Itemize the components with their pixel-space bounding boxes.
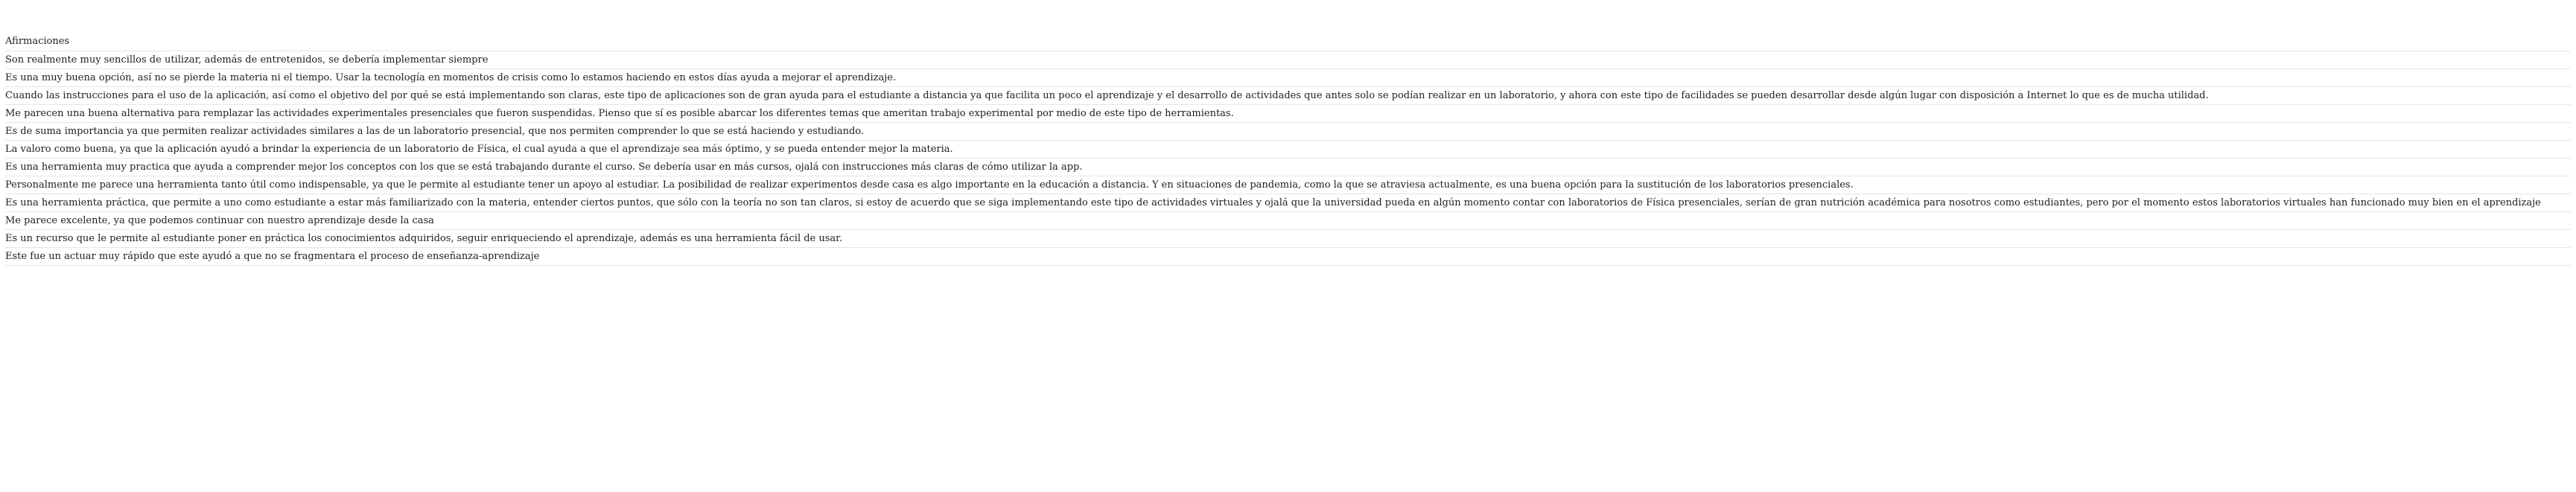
table-row: La valoro como buena, ya que la aplicación ayudó a brindar la experiencia de un laboratorio de Física, el cual ayuda a que el aprendizaje sea más óptimo, y se pueda entender mejor la materia. <box>5 141 2571 159</box>
table-row: Cuando las instrucciones para el uso de la aplicación, así como el objetivo del por qué se está implementando son claras, este tipo de aplicaciones son de gran ayuda para el estudiante a distancia ya que facilita un poco el aprendizaje y el desarrollo de actividades que antes solo se podían realizar en un laboratorio, y ahora con este tipo de facilidades se pueden desarrollar desde algún lugar con disposición a Internet lo que es de mucha utilidad. <box>5 87 2571 105</box>
table-body <box>5 51 2571 266</box>
table-row: Este fue un actuar muy rápido que este ayudó a que no se fragmentara el proceso de enseñanza-aprendizaje <box>5 248 2571 266</box>
table-row: Es un recurso que le permite al estudiante poner en práctica los conocimientos adquiridos, seguir enriqueciendo el aprendizaje, además es una herramienta fácil de usar. <box>5 230 2571 248</box>
table-row: Me parece excelente, ya que podemos continuar con nuestro aprendizaje desde la casa <box>5 212 2571 230</box>
table-row: Me parecen una buena alternativa para remplazar las actividades experimentales presenciales que fueron suspendidas. Pienso que sí es posible abarcar los diferentes temas que ameritan trabajo experimental por medio de este tipo de herramientas. <box>5 105 2571 123</box>
table-row: Es una muy buena opción, así no se pierde la materia ni el tiempo. Usar la tecnología en momentos de crisis como lo estamos haciendo en estos días ayuda a mejorar el aprendizaje. <box>5 69 2571 87</box>
table-row: Es una herramienta muy practica que ayuda a comprender mejor los conceptos con los que se está trabajando durante el curso. Se debería usar en más cursos, ojalá con instrucciones más claras de cómo utilizar la app. <box>5 159 2571 176</box>
table-row: Es de suma importancia ya que permiten realizar actividades similares a las de un laboratorio presencial, que nos permiten comprender lo que se está haciendo y estudiando. <box>5 123 2571 141</box>
table-row: Son realmente muy sencillos de utilizar, además de entretenidos, se debería implementar siempre <box>5 51 2571 69</box>
table-row: Personalmente me parece una herramienta tanto útil como indispensable, ya que le permite al estudiante tener un apoyo al estudiar. La posibilidad de realizar experimentos desde casa es algo importante en la educación a distancia. Y en situaciones de pandemia, como la que se atraviesa actualmente, es una buena opción para la sustitución de los laboratorios presenciales. <box>5 176 2571 194</box>
table-row: Es una herramienta práctica, que permite a uno como estudiante a estar más familiarizado con la materia, entender ciertos puntos, que sólo con la teoría no son tan claros, si estoy de acuerdo que se siga implementando este tipo de actividades virtuales y ojalá que la universidad pueda en algún momento contar con laboratorios de Física presenciales, serían de gran nutrición académica para nosotros como estudiantes, pero por el momento estos laboratorios virtuales han funcionado muy bien en el aprendizaje <box>5 194 2571 212</box>
table-header: Afirmaciones <box>5 36 70 47</box>
affirmations-table <box>5 33 2571 266</box>
